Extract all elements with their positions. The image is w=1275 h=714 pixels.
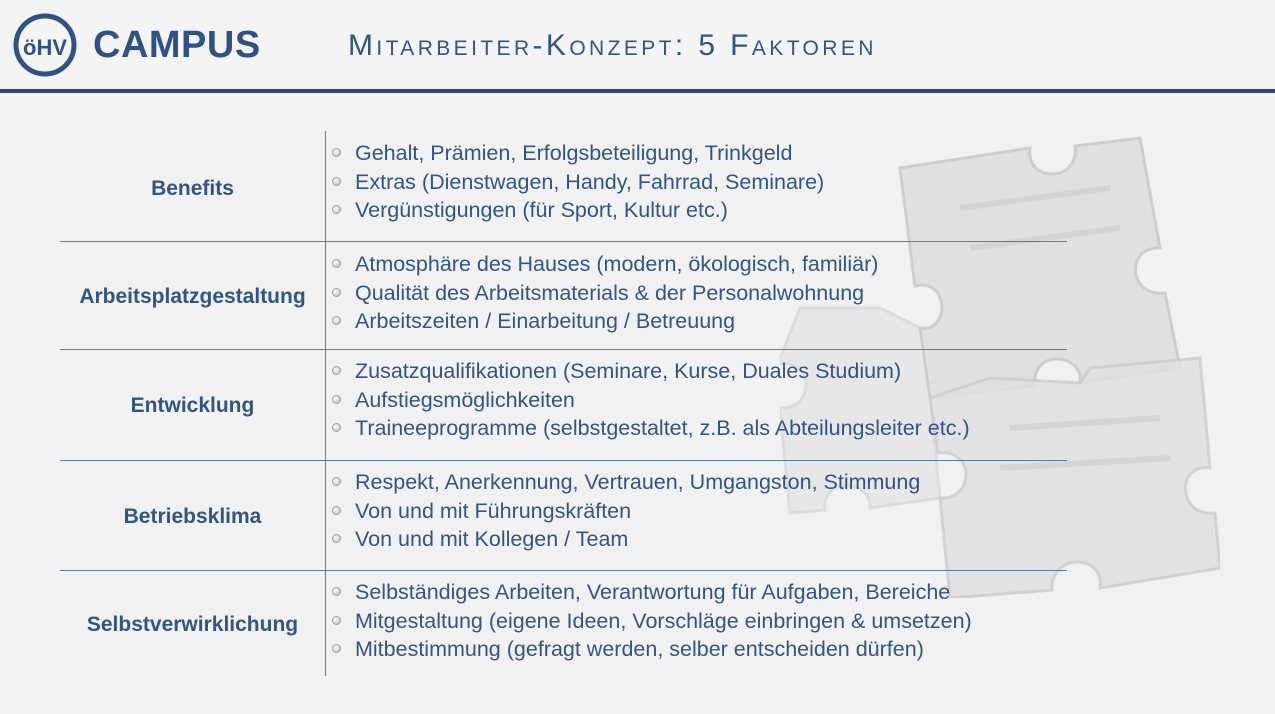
list-item-text: Mitgestaltung (eigene Ideen, Vorschläge einbringen & umsetzen) [355, 608, 972, 633]
bullet-icon [332, 616, 341, 625]
factor-label-selbstverwirklichung: Selbstverwirklichung [86, 613, 299, 636]
factor-label-arbeitsplatzgestaltung: Arbeitsplatzgestaltung [79, 285, 306, 308]
bullet-icon [332, 506, 341, 515]
column-divider [325, 131, 326, 676]
factor-label-entwicklung: Entwicklung [130, 394, 255, 417]
list-item [332, 357, 970, 386]
row-divider [60, 349, 1067, 350]
factor-items-selbstverwirklichung [332, 578, 972, 664]
bullet-icon [332, 316, 341, 325]
list-item-text: Zusatzqualifikationen (Seminare, Kurse, Duales Studium) [355, 359, 902, 383]
list-item-text: Selbständiges Arbeiten, Verantwortung für Aufgaben, Bereiche [355, 580, 951, 604]
list-item [332, 139, 824, 168]
factor-items-benefits [332, 139, 824, 225]
bullet-icon [332, 395, 341, 404]
list-item [332, 468, 920, 497]
list-item-text: Extras (Dienstwagen, Handy, Fahrrad, Seminare) [355, 169, 825, 194]
list-item-text: Traineeprogramme (selbstgestaltet, z.B. als Abteilungsleiter etc.) [355, 416, 970, 441]
bullet-icon [332, 177, 341, 186]
list-item [332, 578, 972, 607]
bullet-icon [332, 205, 341, 214]
list-item-text: Arbeitszeiten / Einarbeitung / Betreuung [355, 309, 736, 334]
list-item [332, 414, 970, 443]
bullet-icon [332, 477, 341, 486]
list-item-text: Atmosphäre des Hauses (modern, ökologisch, familiär) [355, 252, 879, 276]
factors-table [60, 131, 1067, 676]
bullet-icon [332, 259, 341, 268]
list-item-text: Aufstiegsmöglichkeiten [355, 387, 575, 412]
list-item-text: Von und mit Führungskräften [355, 498, 632, 523]
bullet-icon [332, 534, 341, 543]
factor-label-benefits: Benefits [151, 177, 234, 200]
ohv-seal-logo [13, 13, 77, 77]
bullet-icon [332, 288, 341, 297]
factor-label-betriebsklima: Betriebsklima [123, 505, 262, 528]
row-divider [60, 460, 1067, 461]
list-item [332, 386, 970, 415]
list-item [332, 635, 972, 664]
list-item-text: Vergünstigungen (für Sport, Kultur etc.) [355, 198, 728, 223]
page-title: Mitarbeiter-Konzept: 5 Faktoren [348, 29, 877, 62]
list-item [332, 525, 920, 554]
list-item [332, 196, 824, 225]
factor-items-betriebsklima [332, 468, 920, 554]
list-item [332, 250, 878, 279]
list-item-text: Respekt, Anerkennung, Vertrauen, Umgangston, Stimmung [355, 470, 921, 494]
list-item [332, 168, 824, 197]
list-item-text: Mitbestimmung (gefragt werden, selber entscheiden dürfen) [355, 637, 924, 662]
header-divider [0, 89, 1275, 93]
list-item-text: Qualität des Arbeitsmaterials & der Personalwohnung [355, 280, 865, 305]
header [0, 0, 1275, 92]
list-item-text: Von und mit Kollegen / Team [355, 527, 629, 552]
brand-wordmark: CAMPUS [93, 24, 261, 66]
row-divider [60, 241, 1067, 242]
bullet-icon [332, 423, 341, 432]
bullet-icon [332, 587, 341, 596]
list-item [332, 307, 878, 336]
bullet-icon [332, 644, 341, 653]
list-item-text: Gehalt, Prämien, Erfolgsbeteiligung, Trinkgeld [355, 141, 793, 165]
factor-items-entwicklung [332, 357, 970, 443]
logo-seal-text: öHV [23, 35, 67, 60]
bullet-icon [332, 148, 341, 157]
row-divider [60, 570, 1067, 571]
bullet-icon [332, 366, 341, 375]
list-item [332, 607, 972, 636]
list-item [332, 279, 878, 308]
list-item [332, 497, 920, 526]
factor-items-arbeitsplatzgestaltung [332, 250, 878, 336]
